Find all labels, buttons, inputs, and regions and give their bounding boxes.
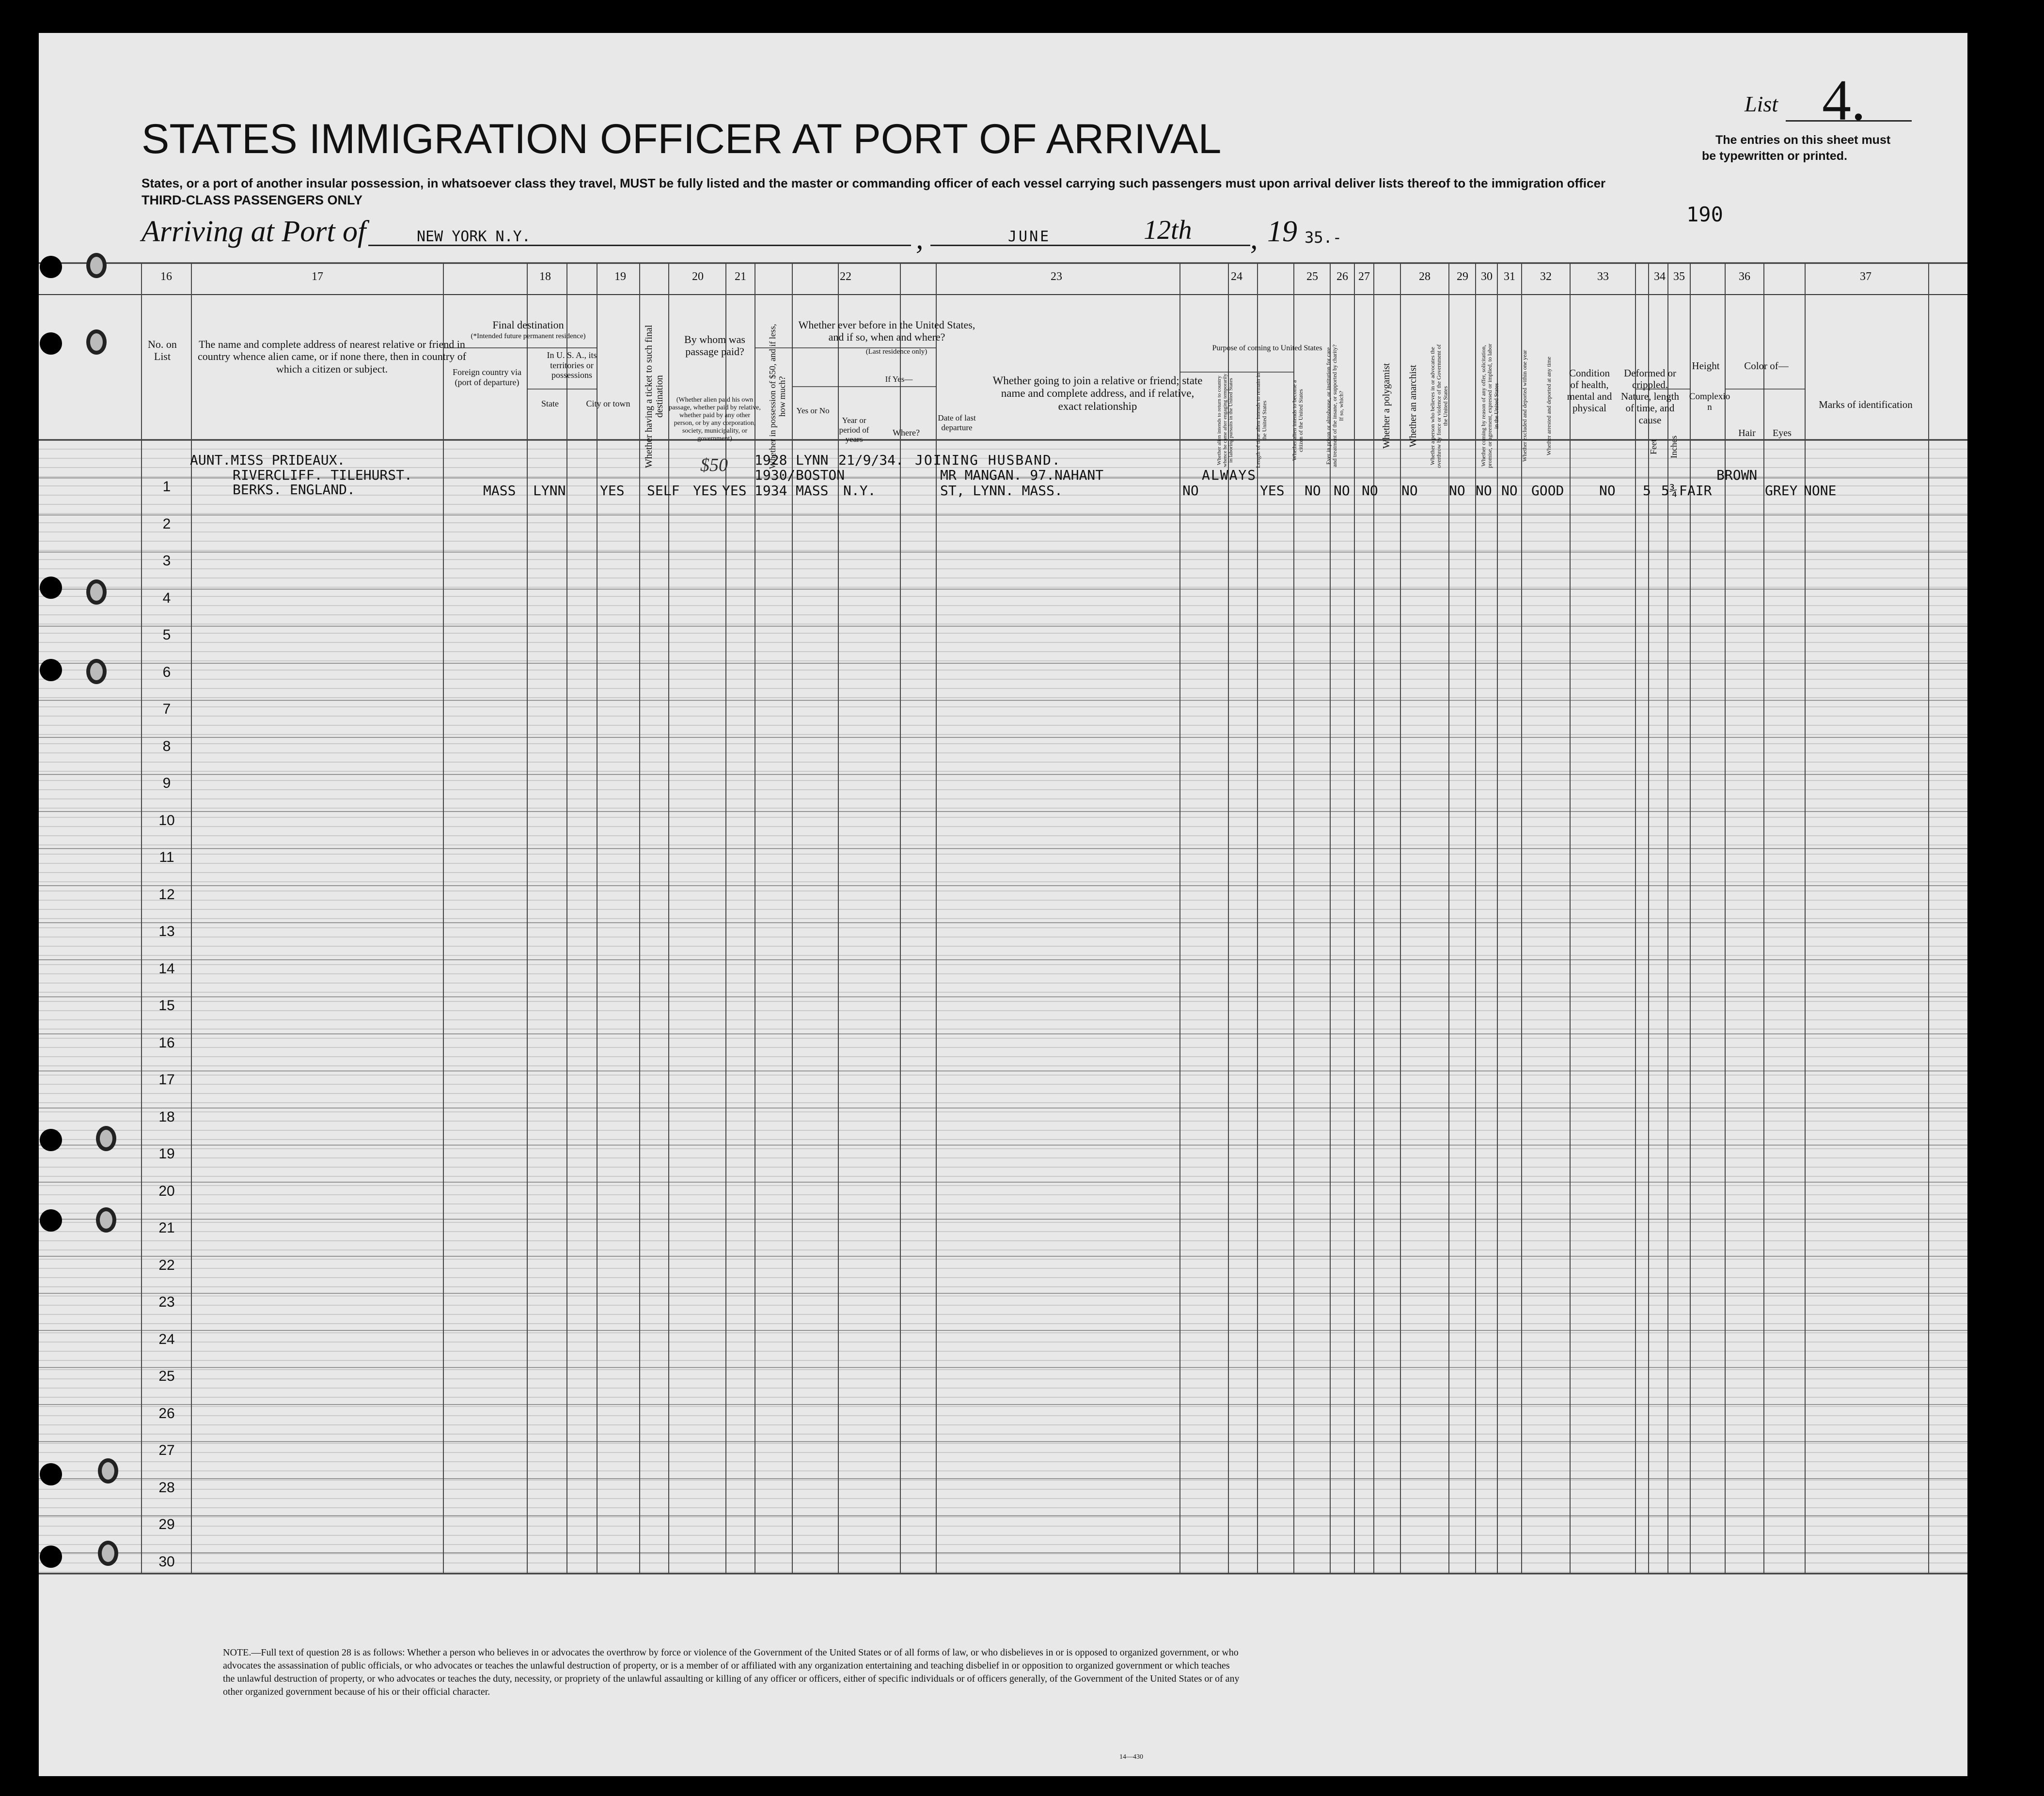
been-in-us-value: YES xyxy=(722,483,747,499)
column-number: 23 xyxy=(1051,270,1062,283)
header-feet: Feet xyxy=(1649,439,1658,455)
row-number: 11 xyxy=(159,849,174,865)
header-complexion: Complexion xyxy=(1689,391,1730,412)
header-in-usa: In U. S. A., its territories or possessions xyxy=(547,350,597,380)
third-class-notice: THIRD-CLASS PASSENGERS ONLY xyxy=(142,193,363,207)
arrested-value: NO xyxy=(1501,483,1518,499)
arriving-label: Arriving at Port of xyxy=(142,215,366,248)
header-passage-paid: By whom was passage paid? xyxy=(684,333,745,358)
header-deformed: Deformed or crippled. Nature, length of time, and cause xyxy=(1620,367,1680,426)
column-number: 35 xyxy=(1673,270,1685,283)
height-inches-value: 5¾ xyxy=(1661,483,1678,499)
column-number: 22 xyxy=(840,270,851,283)
prison-value: NO xyxy=(1305,483,1321,499)
complexion-value: FAIR xyxy=(1679,483,1712,499)
column-number: 31 xyxy=(1504,270,1515,283)
binder-hole-icon xyxy=(40,332,62,355)
row-number: 18 xyxy=(158,1109,175,1125)
purpose-citizen-value: YES xyxy=(1260,483,1285,499)
ring-icon xyxy=(86,329,107,355)
table-grid xyxy=(39,33,1967,1776)
column-number: 18 xyxy=(539,270,551,283)
contract-labor-value: NO xyxy=(1449,483,1465,499)
departure-place: N.Y. xyxy=(843,483,876,499)
binder-hole-icon xyxy=(40,1129,62,1151)
header-marks: Marks of identification xyxy=(1819,399,1913,410)
header-prison: Ever in prison or almshouse, or institution for care and treatment of the insane, or supported by charity? If so, which? xyxy=(1325,344,1345,468)
ring-icon xyxy=(96,1207,116,1233)
joining-line-2: MR MANGAN. 97.NAHANT xyxy=(940,467,1104,483)
row-number: 6 xyxy=(162,664,171,680)
header-purpose-citizen: Whether alien intends to become a citizen of the United States xyxy=(1291,380,1305,461)
ring-icon xyxy=(86,579,107,605)
header-arrested: Whether arrested and deported at any time xyxy=(1545,357,1552,455)
row-number: 1 xyxy=(162,479,171,495)
row-number: 12 xyxy=(158,886,175,903)
header-eyes: Eyes xyxy=(1773,428,1792,438)
header-relative: The name and complete address of nearest relative or friend in country whence alien came, or if none there, then in country of which a citizen or subject. xyxy=(197,338,467,375)
binder-hole-icon xyxy=(40,659,62,681)
header-purpose-length: Length of time alien intends to remain in the United States xyxy=(1255,373,1268,469)
row-number: 21 xyxy=(158,1220,175,1236)
header-yes-no: Yes or No xyxy=(796,406,830,415)
row-number: 14 xyxy=(158,960,175,977)
row-number: 27 xyxy=(158,1442,175,1458)
header-joining: Whether going to join a relative or friend; state name and complete address, and if relative, exact relationship xyxy=(992,375,1203,412)
departure-date: 21/9/34. xyxy=(838,452,904,468)
column-number: 30 xyxy=(1481,270,1493,283)
row-number: 10 xyxy=(158,812,175,828)
years-1: 1928 xyxy=(755,452,787,468)
column-number: 27 xyxy=(1358,270,1370,283)
month-value: JUNE xyxy=(1008,228,1051,245)
header-excluded: Whether excluded and deported within one year xyxy=(1521,350,1528,462)
column-number: 21 xyxy=(735,270,746,283)
year-prefix: 190 xyxy=(1686,203,1723,226)
year-suffix: 35.- xyxy=(1305,228,1342,247)
joining-line-1: JOINING HUSBAND. xyxy=(915,452,1061,468)
header-state: State xyxy=(541,399,559,408)
header-final-destination-sub: (*Intended future permanent residence) xyxy=(471,332,586,340)
row-number: 19 xyxy=(158,1146,175,1162)
list-underline xyxy=(1786,120,1912,122)
ring-icon xyxy=(98,1458,118,1484)
column-number: 19 xyxy=(614,270,626,283)
form-code: 14—430 xyxy=(1119,1753,1143,1761)
overthrow-value: NO xyxy=(1401,483,1418,499)
header-contract-labor: Whether coming by reason of any offer, solicitation, promise, or agreement, expressed or implied, to labor in the United States xyxy=(1480,344,1500,469)
list-label: List xyxy=(1745,92,1778,116)
column-number: 17 xyxy=(312,270,323,283)
where-2: BOSTON xyxy=(796,467,845,483)
header-final-destination: Final destination xyxy=(492,319,564,331)
column-number: 26 xyxy=(1336,270,1348,283)
column-number: 32 xyxy=(1540,270,1552,283)
year-label: 19 xyxy=(1267,215,1297,248)
ring-icon xyxy=(86,253,107,278)
column-number: 36 xyxy=(1739,270,1750,283)
header-city: City or town xyxy=(586,399,630,408)
row-number: 25 xyxy=(158,1368,175,1384)
header-if-yes: If Yes— xyxy=(885,375,913,384)
row-number: 2 xyxy=(162,515,171,532)
header-foreign-country: Foreign country via (port of departure) xyxy=(453,367,521,387)
list-number: 4. xyxy=(1822,68,1866,132)
header-purpose: Purpose of coming to United States xyxy=(1212,344,1322,352)
row-number: 17 xyxy=(158,1072,175,1088)
column-number: 34 xyxy=(1654,270,1666,283)
instructions-line: States, or a port of another insular possession, in whatsoever class they travel, MUST be fully listed and the master or commanding officer of each vessel carrying such passengers must upon arrival deliver lists thereof to the immigration officer xyxy=(142,176,1606,190)
header-no-on-list: No. on List xyxy=(148,338,177,363)
header-possession-50: Whether in possession of $50, and if less, how much? xyxy=(768,324,787,469)
anarchist-value: NO xyxy=(1362,483,1378,499)
ticket-value: YES xyxy=(600,483,625,499)
health-value: GOOD xyxy=(1531,483,1564,499)
row-number: 24 xyxy=(158,1331,175,1347)
polygamist-value: NO xyxy=(1334,483,1350,499)
relative-line-1: AUNT.MISS PRIDEAUX. xyxy=(190,452,346,468)
row-number: 4 xyxy=(162,590,171,606)
row-number: 26 xyxy=(158,1405,175,1421)
purpose-length-value: ALWAYS xyxy=(1202,467,1257,483)
typewritten-note-2: be typewritten or printed. xyxy=(1702,149,1848,163)
row-number: 7 xyxy=(162,701,171,717)
column-number: 28 xyxy=(1419,270,1431,283)
hair-value: BROWN xyxy=(1716,467,1758,483)
header-year-period: Year or period of years xyxy=(839,416,869,444)
port-underline xyxy=(368,245,911,246)
date-underline xyxy=(930,245,1250,246)
footer-note: NOTE.—Full text of question 28 is as follows: Whether a person who believes in or advocates the overthrow by force or violence of the Government of the United States or of all forms of law, or who disbelieves in or is opposed to organized government, or who advocates the assassination of public officials, or who advocates or teaches the unlawful destruction of property, or is a member of or affiliated with any organization entertaining and teaching disbelief in or opposition to organized government or which teaches the unlawful destruction of property, or who advocates or teaches the duty, necessity, or propriety of the unlawful assaulting or killing of any officer or officers, either of specific individuals or of officers generally, of the Government of the United States or of any other organized government because of his or their official character. xyxy=(223,1647,1240,1697)
row-number: 5 xyxy=(162,627,171,643)
column-number: 29 xyxy=(1457,270,1468,283)
header-height: Height xyxy=(1692,360,1720,372)
header-passage-paid-sub: (Whether alien paid his own passage, whether paid by relative, whether paid by any other person, or by any corporation, society, municipality, or government) xyxy=(669,396,761,443)
header-color-of: Color of— xyxy=(1744,360,1789,372)
binder-hole-icon xyxy=(40,1209,62,1232)
column-number: 20 xyxy=(692,270,704,283)
money-handwritten: $50 xyxy=(700,455,728,475)
column-number: 25 xyxy=(1306,270,1318,283)
row-number: 3 xyxy=(162,553,171,569)
column-number: 37 xyxy=(1860,270,1871,283)
passage-paid-value: SELF xyxy=(647,483,680,499)
row-number: 15 xyxy=(158,998,175,1014)
row-number: 20 xyxy=(158,1183,175,1199)
years-2: 1930/ xyxy=(755,467,796,483)
port-value: NEW YORK N.Y. xyxy=(417,228,531,245)
row-number: 23 xyxy=(158,1294,175,1310)
header-where: Where? xyxy=(893,428,920,437)
header-purpose-return: Whether alien intends to return to country whence he came after engaging temporarily in laboring pursuits in the United States xyxy=(1216,374,1234,468)
header-ticket: Whether having a ticket to such final destination xyxy=(644,325,665,468)
typewritten-note: The entries on this sheet must xyxy=(1715,133,1891,147)
row-number: 22 xyxy=(158,1257,175,1273)
day-value: 12th xyxy=(1144,215,1192,245)
header-date-departure: Date of last departure xyxy=(938,413,976,432)
eyes-value: GREY xyxy=(1765,483,1798,499)
page-title: STATES IMMIGRATION OFFICER AT PORT OF ARRIVAL xyxy=(142,116,1222,162)
row-number: 28 xyxy=(158,1479,175,1496)
column-number: 16 xyxy=(160,270,172,283)
row-number: 9 xyxy=(162,775,171,791)
row-number: 16 xyxy=(158,1034,175,1051)
manifest-sheet xyxy=(39,33,1967,1776)
where-1: LYNN xyxy=(796,452,829,468)
height-feet-value: 5 xyxy=(1643,483,1651,499)
header-overthrow: Whether a person who believes in or advocates the overthrow by force or violence of the Government of the United States xyxy=(1429,344,1449,468)
ring-icon xyxy=(96,1126,116,1151)
state-value: MASS xyxy=(483,483,516,499)
joining-line-3: ST, LYNN. MASS. xyxy=(940,483,1063,499)
row-number: 8 xyxy=(162,738,171,754)
column-number: 24 xyxy=(1231,270,1242,283)
where-3: MASS xyxy=(796,483,829,499)
years-3: 1934 xyxy=(755,483,787,499)
deformed-value: NO xyxy=(1599,483,1616,499)
relative-line-3: BERKS. ENGLAND. xyxy=(233,482,355,498)
ring-icon xyxy=(86,659,107,684)
header-last-residence: (Last residence only) xyxy=(865,348,928,356)
binder-hole-icon xyxy=(40,577,62,599)
header-health: Condition of health, mental and physical xyxy=(1567,367,1612,414)
header-polygamist: Whether a polygamist xyxy=(1381,363,1392,449)
marks-value: NONE xyxy=(1804,483,1837,499)
row-number: 13 xyxy=(158,923,175,939)
header-ever-before: Whether ever before in the United States, and if so, when and where? xyxy=(798,319,975,344)
binder-hole-icon xyxy=(40,1546,62,1568)
header-anarchist: Whether an anarchist xyxy=(1408,365,1418,447)
column-number: 33 xyxy=(1597,270,1609,283)
comma-2: , xyxy=(1250,222,1258,255)
city-value: LYNN xyxy=(533,483,566,499)
ring-icon xyxy=(98,1541,118,1566)
excluded-value: NO xyxy=(1476,483,1492,499)
comma-1: , xyxy=(916,222,924,255)
money-value: YES xyxy=(693,483,718,499)
header-hair: Hair xyxy=(1738,428,1756,438)
binder-hole-icon xyxy=(40,1463,62,1485)
relative-line-2: RIVERCLIFF. TILEHURST. xyxy=(233,467,412,483)
row-number: 29 xyxy=(158,1516,175,1532)
purpose-return-value: NO xyxy=(1182,483,1199,499)
binder-hole-icon xyxy=(40,256,62,278)
row-number: 30 xyxy=(158,1553,175,1570)
header-inches: Inches xyxy=(1669,436,1679,459)
